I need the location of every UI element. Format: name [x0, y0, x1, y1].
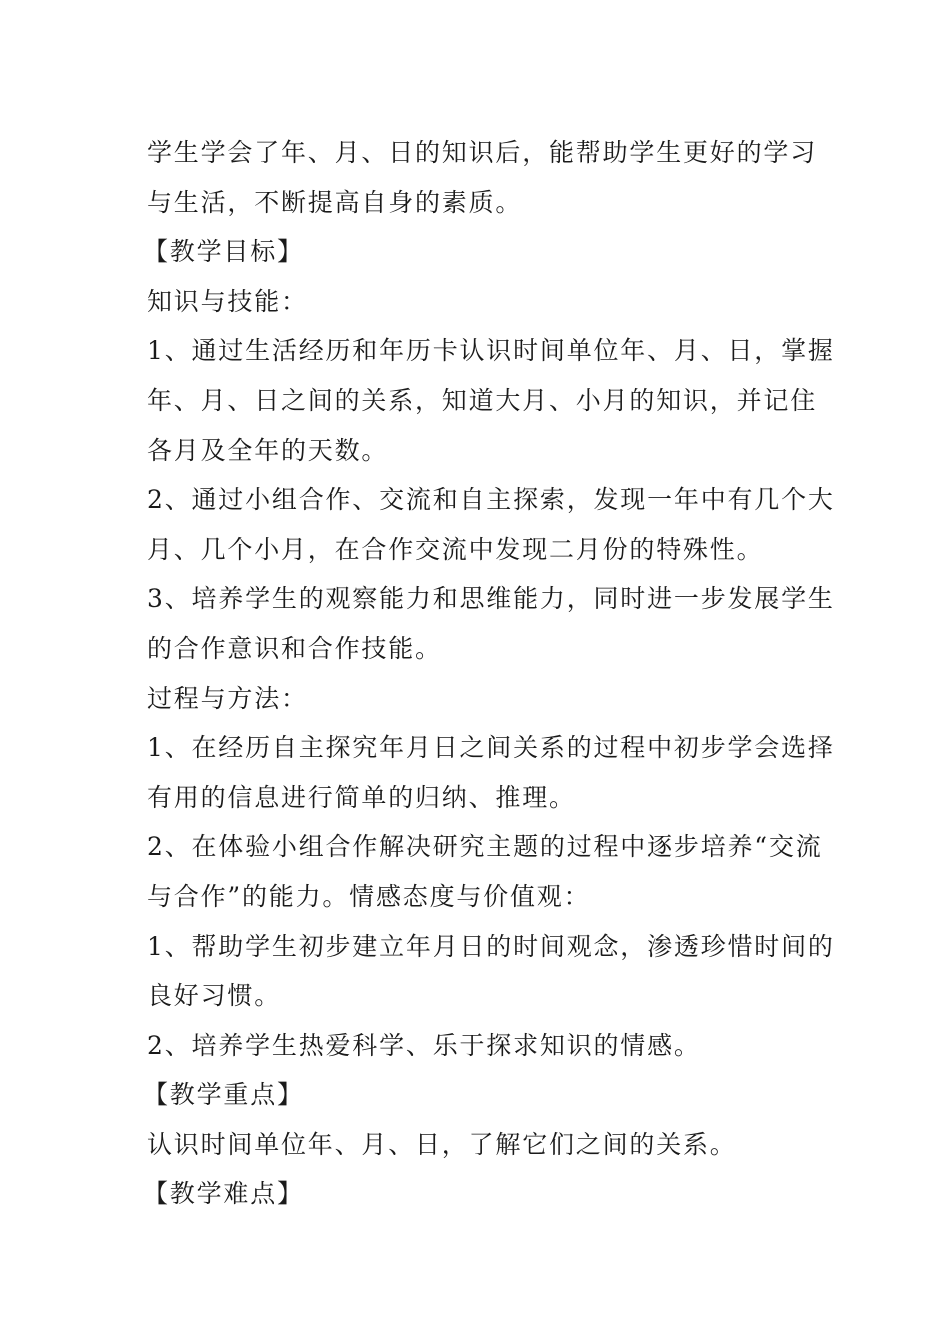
paragraph-line: 认识时间单位年、月、日，了解它们之间的关系。 — [147, 1129, 737, 1159]
paragraph-line: 良好习惯。 — [147, 981, 282, 1011]
paragraph-line: 与生活，不断提高自身的素质。 — [147, 187, 523, 217]
subheading-knowledge-skills: 知识与技能： — [147, 286, 308, 316]
paragraph-line: 与合作”的能力。情感态度与价值观： — [147, 881, 591, 911]
section-heading-teaching-goals: 【教学目标】 — [143, 237, 304, 267]
paragraph-line: 1、在经历自主探究年月日之间关系的过程中初步学会选择 — [147, 733, 835, 763]
paragraph-line: 有用的信息进行简单的归纳、推理。 — [147, 782, 576, 812]
subheading-process-methods: 过程与方法： — [147, 683, 308, 713]
document-body — [143, 128, 835, 1219]
paragraph-line: 各月及全年的天数。 — [147, 435, 389, 465]
paragraph-line: 的合作意识和合作技能。 — [147, 633, 442, 663]
paragraph-line: 3、培养学生的观察能力和思维能力，同时进一步发展学生 — [147, 584, 835, 614]
paragraph-line: 学生学会了年、月、日的知识后，能帮助学生更好的学习 — [147, 138, 818, 167]
paragraph-line: 1、帮助学生初步建立年月日的时间观念，渗透珍惜时间的 — [147, 931, 835, 961]
paragraph-line: 月、几个小月，在合作交流中发现二月份的特殊性。 — [147, 534, 764, 564]
paragraph-line: 1、通过生活经历和年历卡认识时间单位年、月、日，掌握 — [147, 336, 835, 366]
paragraph-line: 2、培养学生热爱科学、乐于探求知识的情感。 — [147, 1030, 701, 1060]
paragraph-line: 2、在体验小组合作解决研究主题的过程中逐步培养“交流 — [147, 832, 823, 862]
paragraph-line: 2、通过小组合作、交流和自主探索，发现一年中有几个大 — [147, 485, 835, 515]
section-heading-teaching-difficulty: 【教学难点】 — [143, 1179, 304, 1209]
section-heading-teaching-focus: 【教学重点】 — [143, 1080, 304, 1110]
paragraph-line: 年、月、日之间的关系，知道大月、小月的知识，并记住 — [147, 385, 818, 415]
